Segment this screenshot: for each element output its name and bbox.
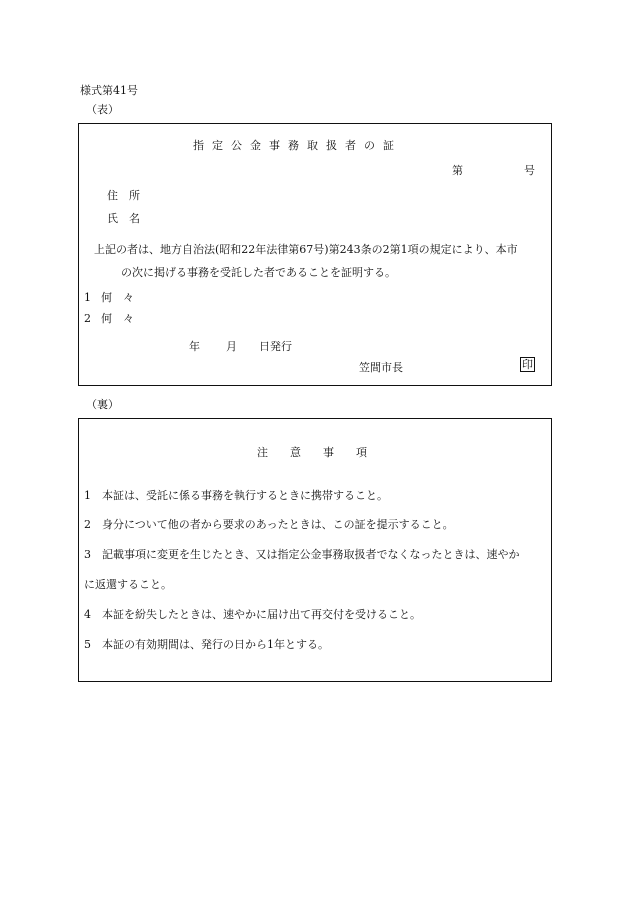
list-item xyxy=(84,289,134,305)
note-item xyxy=(84,487,388,503)
number-prefix: 第 xyxy=(452,164,463,177)
certificate-body-line-1: 上記の者は、地方自治法(昭和22年法律第67号)第243条の2第1項の規定により、本市 xyxy=(94,243,518,256)
list-item-text: 何 々 xyxy=(101,312,134,325)
form-number: 様式第41号 xyxy=(80,84,138,97)
note-number: 1 xyxy=(84,489,91,502)
issuer-name: 笠間市長 xyxy=(359,361,403,374)
issue-day: 日発行 xyxy=(259,340,292,353)
list-item-number: 1 xyxy=(84,291,91,304)
name-label: 氏 名 xyxy=(107,212,140,225)
certificate-title: 指定公金事務取扱者の証 xyxy=(193,139,402,152)
list-item xyxy=(84,310,134,326)
note-item xyxy=(84,546,520,562)
front-label: （表） xyxy=(86,103,119,116)
note-item xyxy=(84,516,454,532)
list-item-text: 何 々 xyxy=(101,291,134,304)
address-label: 住 所 xyxy=(107,189,140,202)
issue-year: 年 xyxy=(189,340,200,353)
note-item xyxy=(84,636,329,652)
note-number: 3 xyxy=(84,548,91,561)
certificate-front xyxy=(78,123,552,386)
notes-title: 注意事項 xyxy=(257,446,389,459)
note-text: 本証を紛失したときは、速やかに届け出て再交付を受けること。 xyxy=(102,608,421,621)
note-number: 5 xyxy=(84,638,91,651)
note-text: 記載事項に変更を生じたとき、又は指定公金事務取扱者でなくなったときは、速やか xyxy=(102,548,520,561)
note-text: 本証の有効期間は、発行の日から1年とする。 xyxy=(102,638,329,651)
note-number: 4 xyxy=(84,608,91,621)
note-number: 2 xyxy=(84,518,91,531)
note-continuation xyxy=(84,576,172,592)
certificate-body-line-2: の次に掲げる事務を受託した者であることを証明する。 xyxy=(121,266,396,279)
seal-icon: 印 xyxy=(522,358,533,371)
list-item-number: 2 xyxy=(84,312,91,325)
certificate-back xyxy=(78,418,552,682)
note-item xyxy=(84,606,421,622)
seal-mark xyxy=(520,357,535,372)
note-text: 身分について他の者から要求のあったときは、この証を提示すること。 xyxy=(102,518,454,531)
back-label: （裏） xyxy=(86,398,119,411)
issue-month: 月 xyxy=(226,340,237,353)
note-text: に返還すること。 xyxy=(84,578,172,591)
number-suffix: 号 xyxy=(524,164,535,177)
note-text: 本証は、受託に係る事務を執行するときに携帯すること。 xyxy=(102,489,388,502)
